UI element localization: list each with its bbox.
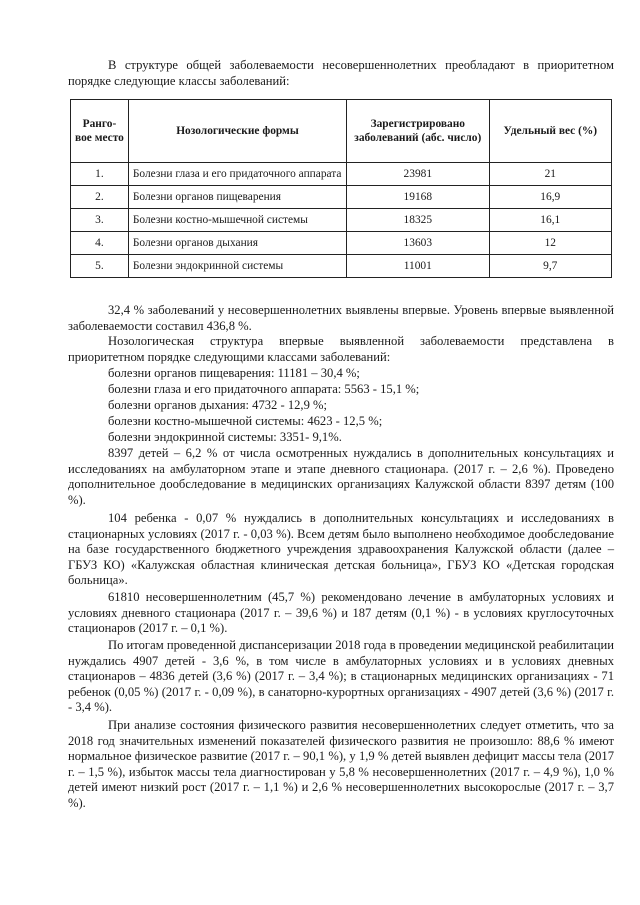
list-item: болезни глаза и его придаточного аппарата: 5563 - 15,1 %; bbox=[108, 382, 420, 396]
cell-share: 21 bbox=[489, 163, 611, 186]
cell-rank: 2. bbox=[71, 186, 129, 209]
cell-share: 12 bbox=[489, 232, 611, 255]
rehabilitation-paragraph: По итогам проведенной диспансеризации 2018 года в проведении медицинской реабилитации нуждались 4907 детей - 3,6 %, в том числе в амбулаторных условиях и в условиях дневных стационаров – 4836 детей (3,6 %) (2017 г. – 3,4 %); в стационарных медицинских организациях - 71 ребенок (0,05 %) (2017 г. - 0,09 %), в санаторно-курортных организациях - 4907 детей (3,6 %) (2017 г. - 3,4 %). bbox=[68, 638, 614, 715]
cell-name: Болезни органов пищеварения bbox=[128, 186, 346, 209]
table-row bbox=[71, 163, 612, 186]
header-share: Удельный вес (%) bbox=[489, 100, 611, 163]
cell-count: 11001 bbox=[347, 255, 489, 278]
header-registered: Зарегистрировано заболеваний (абс. число) bbox=[347, 100, 489, 163]
table-row bbox=[71, 255, 612, 278]
physical-development-paragraph: При анализе состояния физического развития несовершеннолетних следует отметить, что за 2018 год значительных изменений показателей физического развития не произошло: 88,6 % имеют нормальное физическое развитие (2017 г. – 90,1 %), у 1,9 % детей выявлен дефицит массы тела (2017 г. – 1,5 %), избыток массы тела диагностирован у 5,8 % несовершеннолетних (2017 г. – 4,9 %), 1,0 % детей имеют низкий рост (2017 г. – 1,1 %) и 2,6 % несовершеннолетних высокорослые (2017 г. – 3,7 %). bbox=[68, 718, 614, 810]
cell-rank: 3. bbox=[71, 209, 129, 232]
inpatient-paragraph: 104 ребенка - 0,07 % нуждались в дополнительных консультациях и исследованиях в стационарных условиях (2017 г. - 0,03 %). Всем детям было выполнено необходимое дообследование на базе государственного бюджетного учреждения здравоохранения Калужской области (далее – ГБУЗ КО) «Калужская областная клиническая детская больница», ГБУЗ КО «Детская городская больница». bbox=[68, 511, 614, 588]
cell-share: 16,1 bbox=[489, 209, 611, 232]
cell-rank: 4. bbox=[71, 232, 129, 255]
cell-name: Болезни органов дыхания bbox=[128, 232, 346, 255]
cell-count: 13603 bbox=[347, 232, 489, 255]
cell-name: Болезни глаза и его придаточного аппарата bbox=[128, 163, 346, 186]
cell-name: Болезни костно-мышечной системы bbox=[128, 209, 346, 232]
morbidity-table bbox=[70, 99, 612, 278]
cell-share: 16,9 bbox=[489, 186, 611, 209]
header-form: Нозологические формы bbox=[128, 100, 346, 163]
outpatient-paragraph: 8397 детей – 6,2 % от числа осмотренных нуждались в дополнительных консультациях и исследованиях на амбулаторном этапе и этапе дневного стационара. (2017 г. – 2,6 %). Проведено дополнительное дообследование в медицинских организациях Калужской области 8397 детям (100 %). bbox=[68, 446, 614, 507]
cell-rank: 5. bbox=[71, 255, 129, 278]
cell-count: 18325 bbox=[347, 209, 489, 232]
cell-rank: 1. bbox=[71, 163, 129, 186]
cell-name: Болезни эндокринной системы bbox=[128, 255, 346, 278]
list-item: болезни эндокринной системы: 3351- 9,1%. bbox=[108, 430, 342, 444]
table-row bbox=[71, 232, 612, 255]
list-item: болезни органов пищеварения: 11181 – 30,4 %; bbox=[108, 366, 360, 380]
treatment-paragraph: 61810 несовершеннолетним (45,7 %) рекомендовано лечение в амбулаторных условиях и условиях дневного стационара (2017 г. – 39,6 %) и 187 детям (0,1 %) - в условиях круглосуточных стационаров (2017 г. – 0,1 %). bbox=[68, 590, 614, 636]
table-row bbox=[71, 209, 612, 232]
structure-paragraph: Нозологическая структура впервые выявленной заболеваемости представлена в приоритетном порядке следующими классами заболеваний: bbox=[68, 334, 614, 364]
cell-count: 23981 bbox=[347, 163, 489, 186]
list-item: болезни органов дыхания: 4732 - 12,9 %; bbox=[108, 398, 328, 412]
first-detected-paragraph: 32,4 % заболеваний у несовершеннолетних выявлены впервые. Уровень впервые выявленной заболеваемости составил 436,8 %. bbox=[68, 303, 614, 333]
table-row bbox=[71, 186, 612, 209]
intro-paragraph: В структуре общей заболеваемости несовершеннолетних преобладают в приоритетном порядке следующие классы заболеваний: bbox=[68, 58, 614, 88]
table-header-row bbox=[71, 100, 612, 163]
cell-count: 19168 bbox=[347, 186, 489, 209]
list-item: болезни костно-мышечной системы: 4623 - 12,5 %; bbox=[108, 414, 383, 428]
header-rank: Ранго-вое место bbox=[71, 100, 129, 163]
cell-share: 9,7 bbox=[489, 255, 611, 278]
